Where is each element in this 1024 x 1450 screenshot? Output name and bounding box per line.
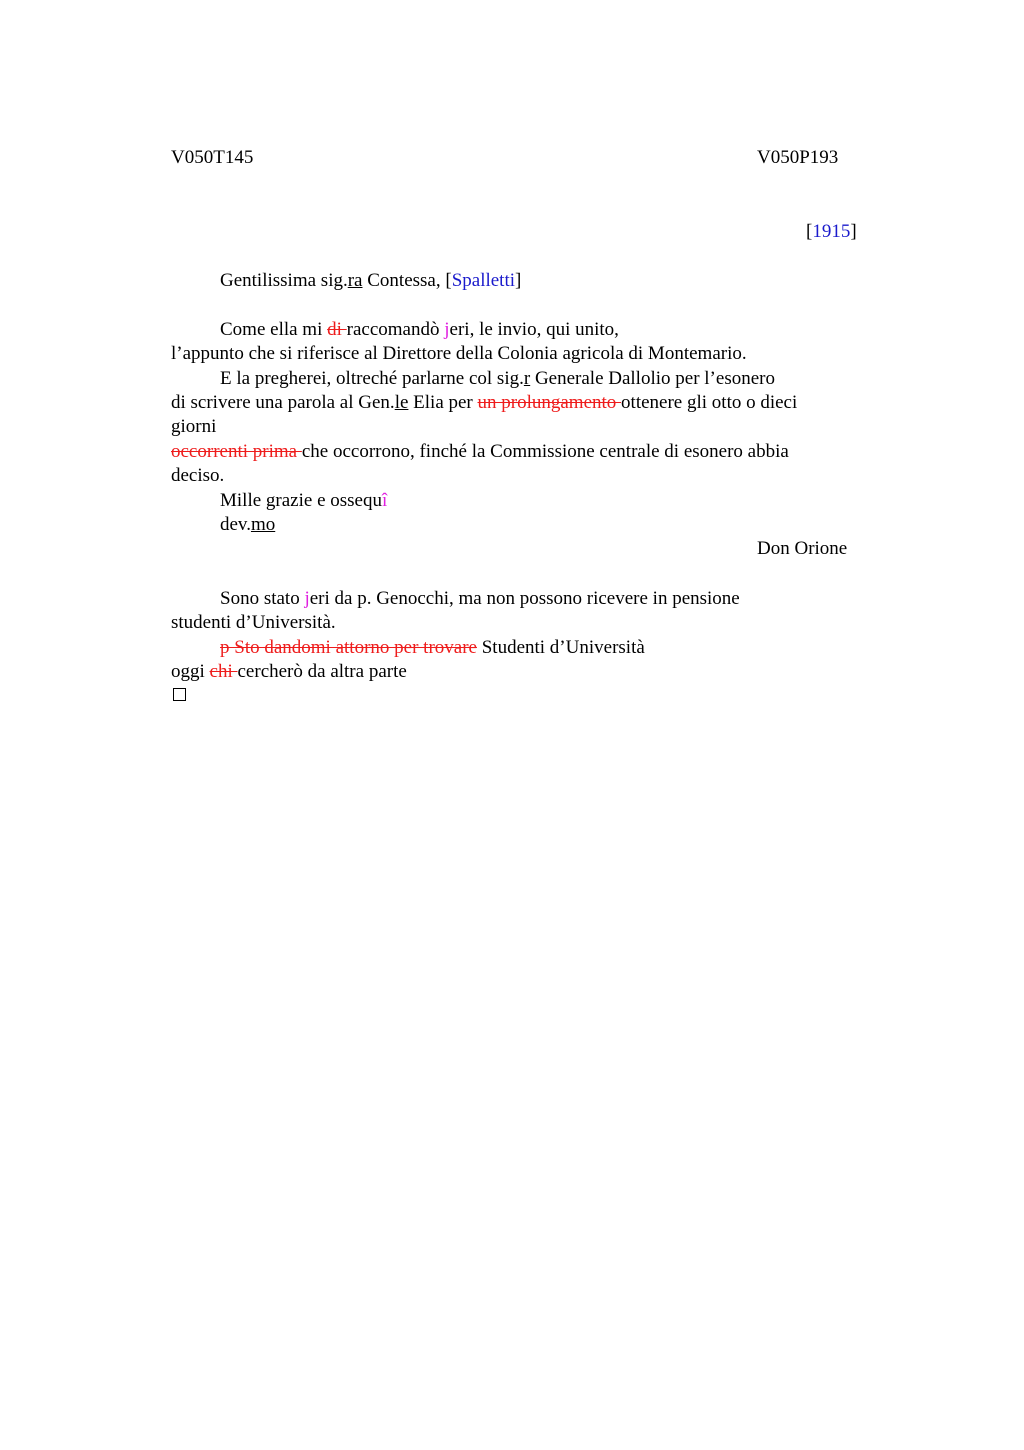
postscript-line-2: studenti d’Università. [171,612,336,633]
body-text: E la pregherei, oltreché parlarne col sig. [220,368,524,389]
body-line-2: l’appunto che si riferisce al Direttore della Colonia agricola di Montemario. [171,343,747,364]
body-text: Come ella mi [220,319,328,340]
body-line-9 [220,513,275,537]
body-line-8 [220,489,387,513]
deleted-text: un prolungamento [477,392,622,413]
deleted-text: di [327,319,347,340]
header-right-code: V050P193 [757,147,839,168]
salutation-text: Gentilissima sig. [220,270,348,291]
recipient-name: Spalletti [451,270,516,291]
date-bracket-close: ] [850,221,857,242]
variant-letter: j [444,319,450,340]
body-text: Studenti d’Università [476,637,645,658]
postscript-line-1 [220,587,740,611]
body-line-1 [220,318,619,342]
postscript-line-4 [171,660,407,684]
body-text: Elia per [408,392,478,413]
body-text: Mille grazie e ossequ [220,490,382,511]
date-year: 1915 [812,221,851,242]
body-text: eri da p. Genocchi, ma non possono ricevere in pensione [309,588,740,609]
body-line-7: deciso. [171,465,225,486]
body-text: Sono stato [220,588,305,609]
deleted-text: chi [209,661,238,682]
variant-letter: j [304,588,310,609]
body-line-4 [171,391,797,415]
salutation-line [220,269,521,293]
end-mark-square-icon [173,688,186,701]
variant-letter: î [381,490,388,511]
deleted-text: occorrenti prima [171,441,302,462]
body-text: che occorrono, finché la Commissione centrale di esonero abbia [301,441,789,462]
salutation-bracket-open: [ [445,270,452,291]
date-line [806,220,857,244]
date-bracket-open: [ [806,221,813,242]
abbreviation: mo [250,514,276,535]
body-line-6 [171,440,789,464]
signature: Don Orione [757,538,848,559]
salutation-abbr: ra [347,270,363,291]
body-text: di scrivere una parola al Gen. [171,392,395,413]
abbreviation: r [523,368,531,389]
abbreviation: le [394,392,409,413]
salutation-text2: Contessa, [362,270,446,291]
deleted-text: p Sto dandomi attorno per trovare [220,637,477,658]
salutation-bracket-close: ] [515,270,522,291]
body-text: cercherò da altra parte [237,661,407,682]
body-text: Generale Dallolio per l’esonero [530,368,775,389]
body-line-3 [220,367,775,391]
body-line-5: giorni [171,416,217,437]
postscript-line-3 [220,636,645,660]
body-text: dev. [220,514,251,535]
body-text: eri, le invio, qui unito, [449,319,619,340]
body-text: ottenere gli otto o dieci [621,392,798,413]
body-text: oggi [171,661,210,682]
header-left-code: V050T145 [171,147,254,168]
body-text: raccomandò [346,319,445,340]
